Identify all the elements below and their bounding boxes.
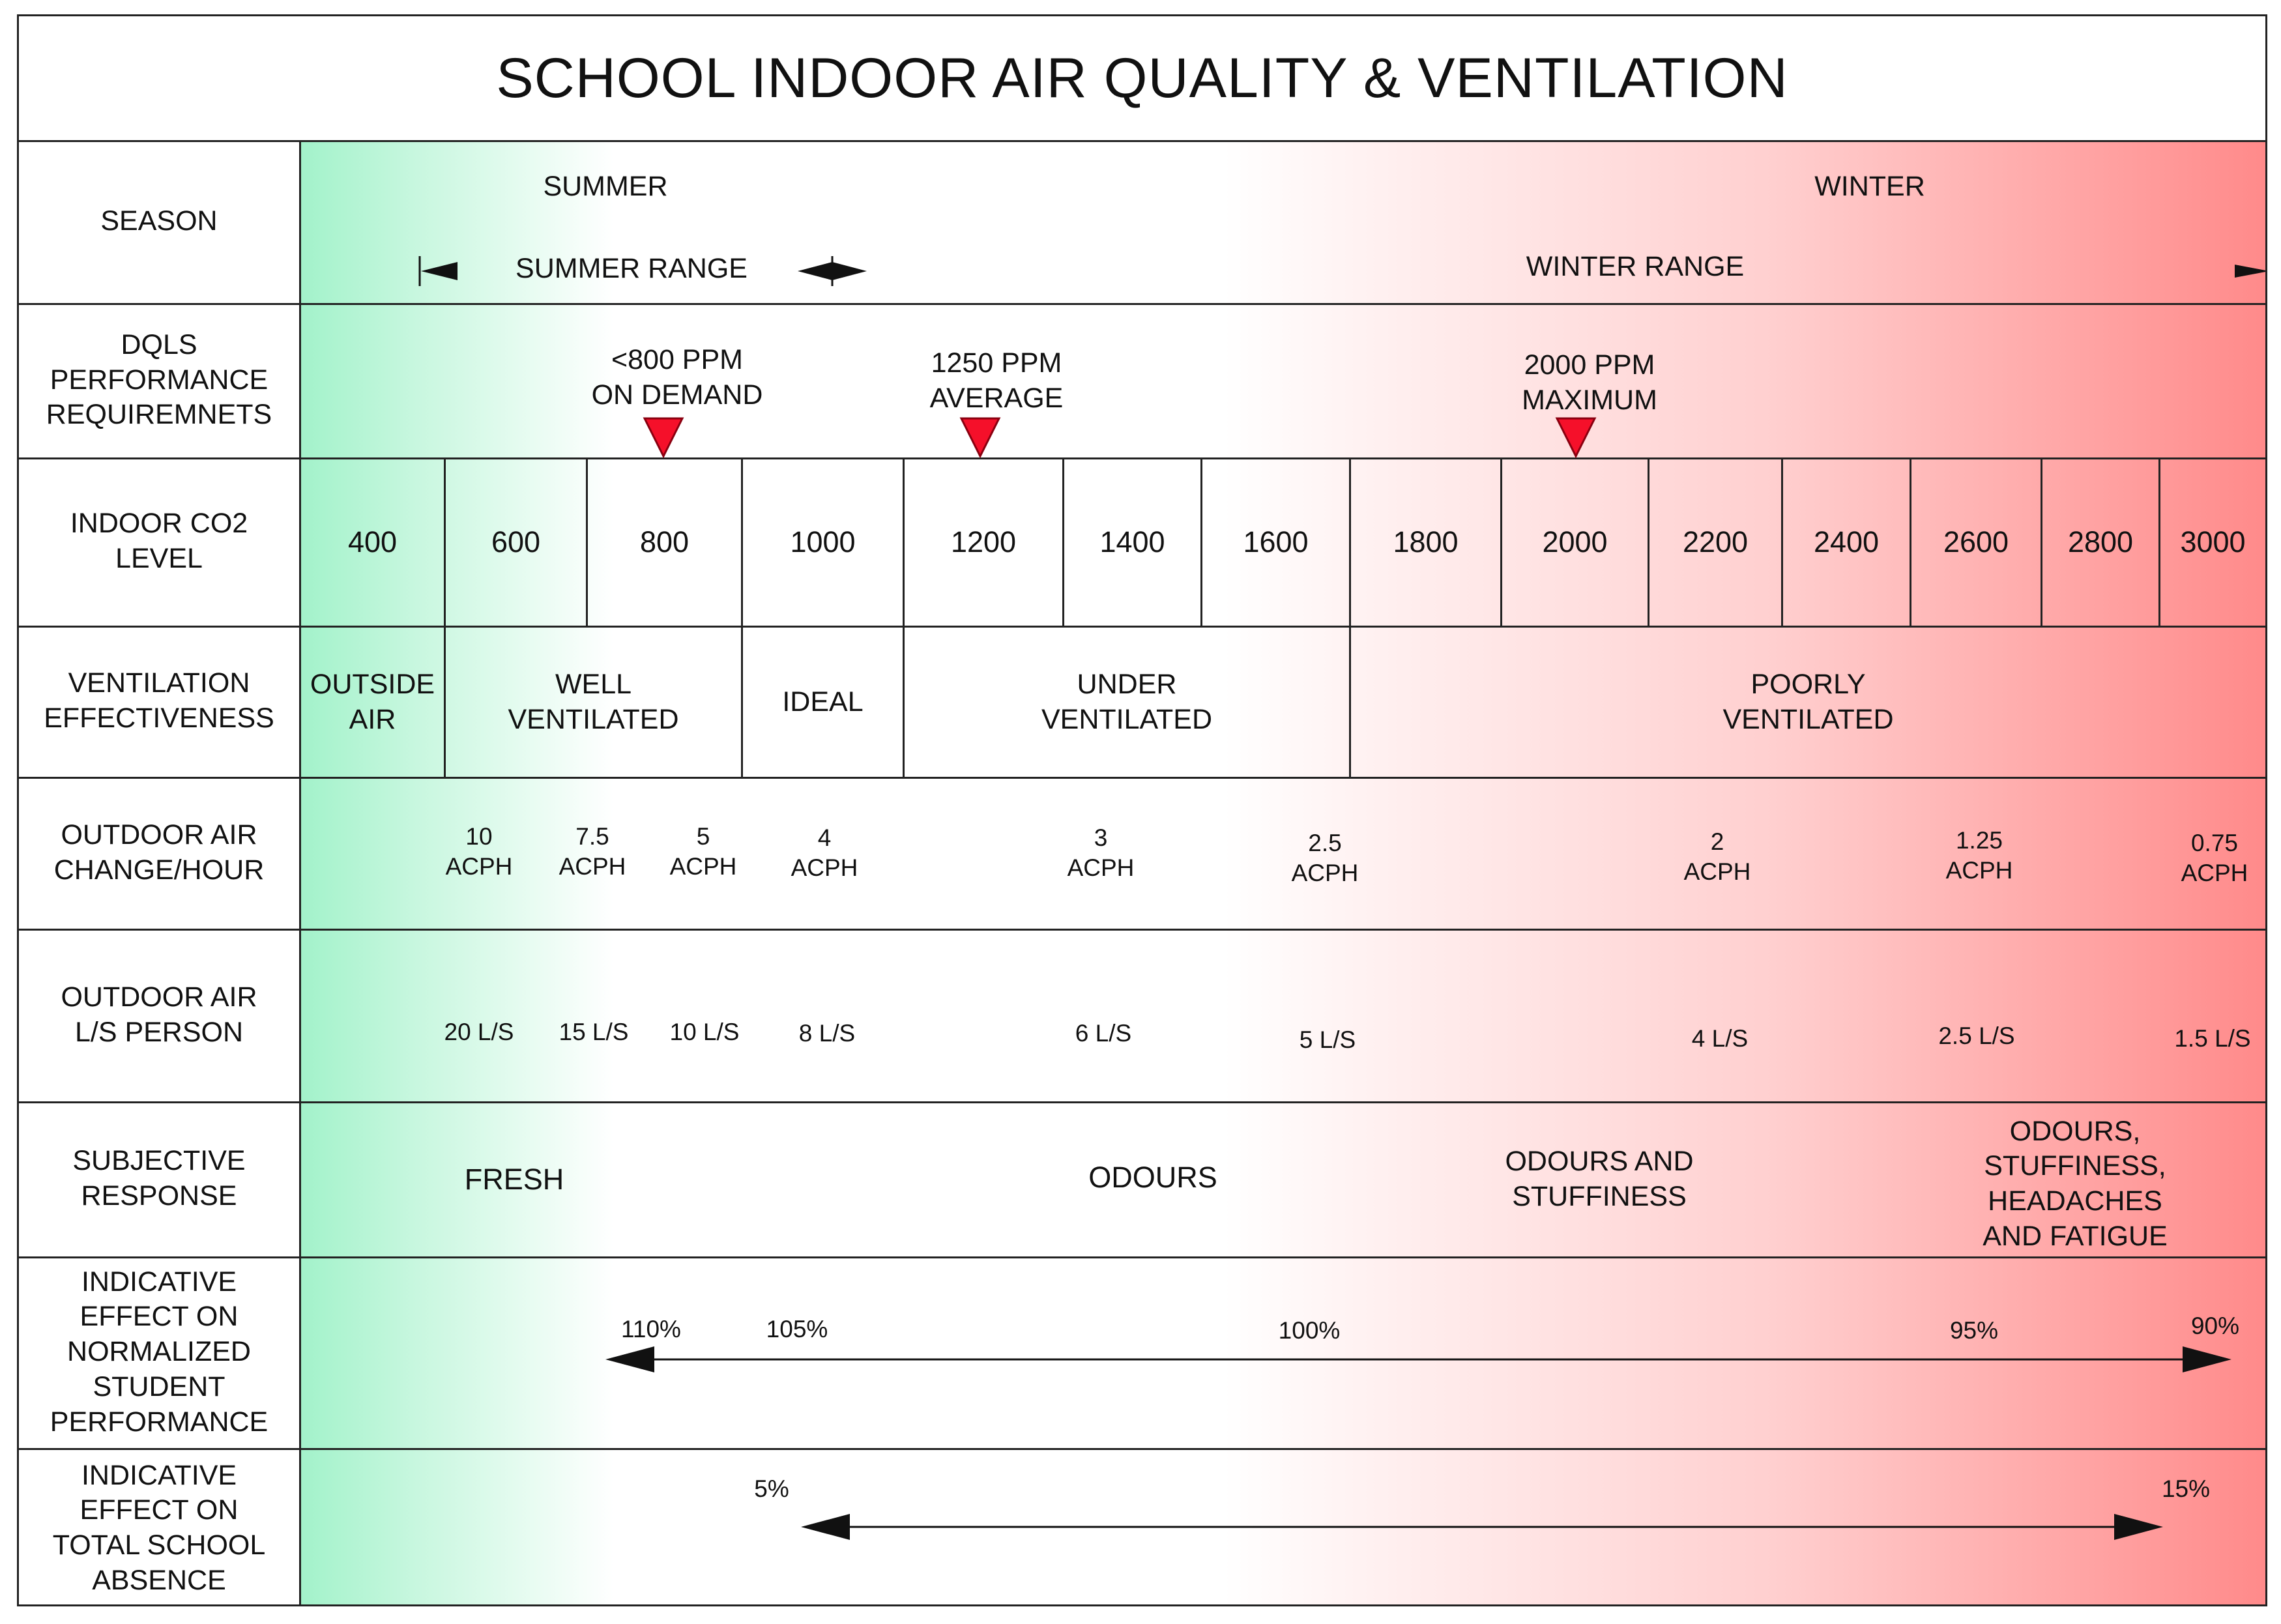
performance-105: 105% [766,1315,828,1342]
co2-cell-2200: 2200 [1682,525,1749,559]
winter-range-arrow [2235,265,2267,278]
subjective-fresh: FRESH [464,1162,564,1196]
co2-cell-3000: 3000 [2180,525,2246,559]
summer-range-label: SUMMER RANGE [516,253,748,285]
acph-0-75: 0.75 ACPH [2181,829,2248,886]
ventilation-outside-air: OUTSIDE AIR [310,668,435,735]
ls-6: 6 L/S [1075,1019,1132,1047]
co2-cell-1000: 1000 [790,525,856,559]
co2-cell-2000: 2000 [1542,525,1608,559]
dqls-marker-on-demand [645,418,682,456]
subjective-odours: ODOURS [1088,1160,1217,1194]
absence-5: 5% [754,1475,789,1502]
season-winter: WINTER [1814,171,1925,203]
acph-3: 3 ACPH [1067,824,1135,881]
label-ventilation: VENTILATION EFFECTIVENESS [44,667,274,734]
label-acph: OUTDOOR AIR CHANGE/HOUR [53,819,265,886]
dqls-marker-average [961,418,999,456]
page-title: SCHOOL INDOOR AIR QUALITY & VENTILATION [496,46,1788,109]
ventilation-ideal: IDEAL [782,686,864,718]
ls-10: 10 L/S [669,1018,740,1045]
acph-2: 2 ACPH [1683,828,1751,885]
dqls-maximum-label: 2000 PPM MAXIMUM [1522,349,1657,416]
dqls-on-demand-label: <800 PPM ON DEMAND [591,344,763,411]
performance-110: 110% [621,1315,681,1342]
performance-95: 95% [1949,1316,1999,1344]
acph-1-25: 1.25 ACPH [1945,826,2013,884]
ventilation-well: WELL VENTILATED [508,668,679,735]
label-subjective: SUBJECTIVE RESPONSE [72,1145,246,1211]
ls-4: 4 L/S [1691,1024,1749,1052]
ls-1-5: 1.5 L/S [2174,1024,2251,1052]
label-season: SEASON [100,205,218,237]
co2-cell-1800: 1800 [1393,525,1459,559]
ventilation-poorly: POORLY VENTILATED [1722,668,1894,735]
label-absence: INDICATIVE EFFECT ON TOTAL SCHOOL ABSENCE [52,1459,266,1596]
label-co2: INDOOR CO2 LEVEL [70,508,248,574]
ventilation-under: UNDER VENTILATED [1041,668,1213,735]
ls-5: 5 L/S [1299,1026,1356,1053]
co2-cell-1200: 1200 [950,525,1017,559]
performance-90: 90% [2190,1312,2240,1339]
co2-cell-2800: 2800 [2067,525,2134,559]
chart-frame [17,14,2267,1606]
acph-5: 5 ACPH [669,822,737,880]
acph-4: 4 ACPH [791,824,858,881]
acph-10: 10 ACPH [445,822,513,880]
co2-cell-2600: 2600 [1943,525,2009,559]
co2-cell-2400: 2400 [1813,525,1880,559]
co2-cell-600: 600 [491,525,541,559]
label-ls-person: OUTDOOR AIR L/S PERSON [61,981,257,1048]
subjective-odours-stuffiness: ODOURS AND STUFFINESS [1505,1146,1694,1212]
label-performance: INDICATIVE EFFECT ON NORMALIZED STUDENT PERFORMANCE [50,1266,269,1438]
ls-15: 15 L/S [559,1018,629,1045]
season-summer: SUMMER [543,171,668,203]
summer-range-arrow [420,256,867,286]
subjective-odours-full: ODOURS, STUFFINESS, HEADACHES AND FATIGUE [1983,1115,2168,1252]
winter-range-label: WINTER RANGE [1526,251,1745,283]
performance-arrow [605,1346,2231,1372]
ls-8: 8 L/S [798,1019,856,1047]
acph-7-5: 7.5 ACPH [559,822,626,880]
co2-cell-1600: 1600 [1243,525,1309,559]
ls-20: 20 L/S [444,1018,514,1045]
performance-100: 100% [1278,1316,1341,1344]
absence-arrow [801,1514,2163,1540]
co2-cell-800: 800 [639,525,690,559]
diagram-markers [19,16,2267,1606]
label-dqls: DQLS PERFORMANCE REQUIREMNETS [46,328,272,431]
absence-15: 15% [2161,1475,2211,1502]
ls-2-5: 2.5 L/S [1938,1022,2015,1049]
acph-2-5: 2.5 ACPH [1291,829,1359,886]
dqls-average-label: 1250 PPM AVERAGE [929,347,1064,414]
dqls-marker-maximum [1557,418,1595,456]
co2-cell-400: 400 [347,525,398,559]
co2-cell-1400: 1400 [1099,525,1165,559]
